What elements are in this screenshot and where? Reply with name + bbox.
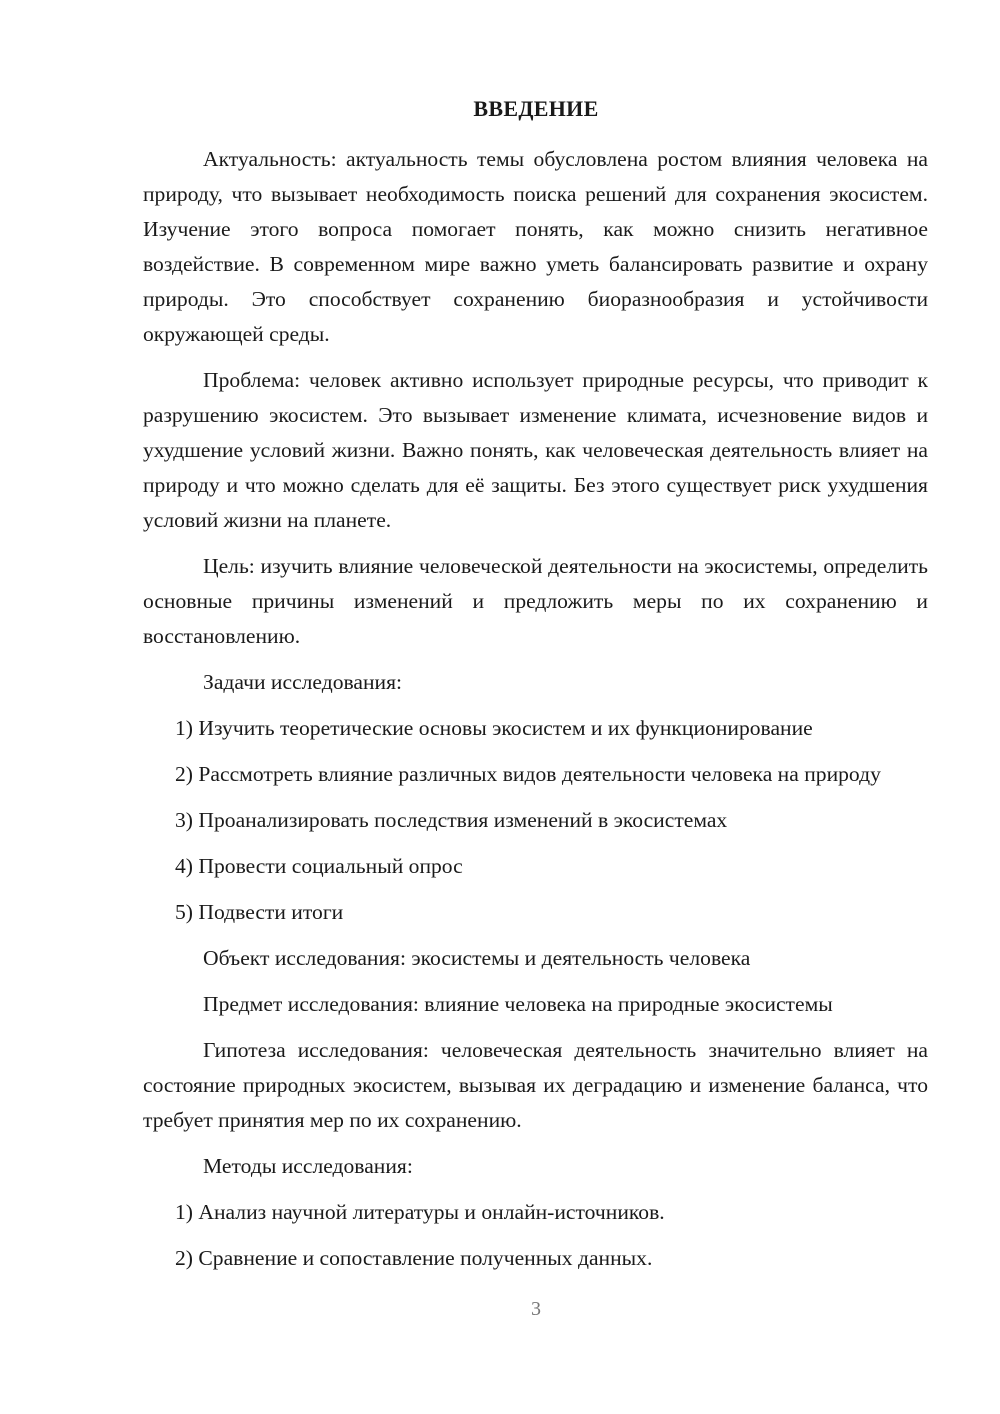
paragraph-goal: Цель: изучить влияние человеческой деятельности на экосистемы, определить основные причины изменений и предложить меры по их сохранению и восстановлению. <box>143 554 928 648</box>
paragraph-relevance: Актуальность: актуальность темы обусловлена ростом влияния человека на природу, что вызывает необходимость поиска решений для сохранения экосистем. Изучение этого вопроса помогает понять, как можно снизить негативное воздействие. В современном мире важно уметь балансировать развитие и охрану природы. Это способствует сохранению биоразнообразия и устойчивости окружающей среды. <box>143 147 928 346</box>
method-item: 2) Сравнение и сопоставление полученных данных. <box>175 1246 653 1270</box>
methods-heading: Методы исследования: <box>203 1154 413 1178</box>
task-item: 5) Подвести итоги <box>175 900 344 924</box>
page-number: 3 <box>531 1298 541 1320</box>
document-body <box>143 142 928 1287</box>
task-item: 1) Изучить теоретические основы экосистем и их функционирование <box>175 716 813 740</box>
research-object: Объект исследования: экосистемы и деятельность человека <box>203 946 751 970</box>
task-item: 2) Рассмотреть влияние различных видов деятельности человека на природу <box>175 762 881 786</box>
section-title: ВВЕДЕНИЕ <box>473 96 599 121</box>
task-item: 3) Проанализировать последствия изменений в экосистемах <box>175 808 728 832</box>
method-item: 1) Анализ научной литературы и онлайн-источников. <box>175 1200 665 1224</box>
tasks-heading: Задачи исследования: <box>203 670 403 694</box>
research-subject: Предмет исследования: влияние человека на природные экосистемы <box>203 992 833 1016</box>
task-item: 4) Провести социальный опрос <box>175 854 463 878</box>
research-hypothesis: Гипотеза исследования: человеческая деятельность значительно влияет на состояние природных экосистем, вызывая их деградацию и изменение баланса, что требует принятия мер по их сохранению. <box>143 1038 928 1132</box>
paragraph-problem: Проблема: человек активно использует природные ресурсы, что приводит к разрушению экосистем. Это вызывает изменение климата, исчезновение видов и ухудшение условий жизни. Важно понять, как человеческая деятельность влияет на природу и что можно сделать для её защиты. Без этого существует риск ухудшения условий жизни на планете. <box>143 368 928 532</box>
